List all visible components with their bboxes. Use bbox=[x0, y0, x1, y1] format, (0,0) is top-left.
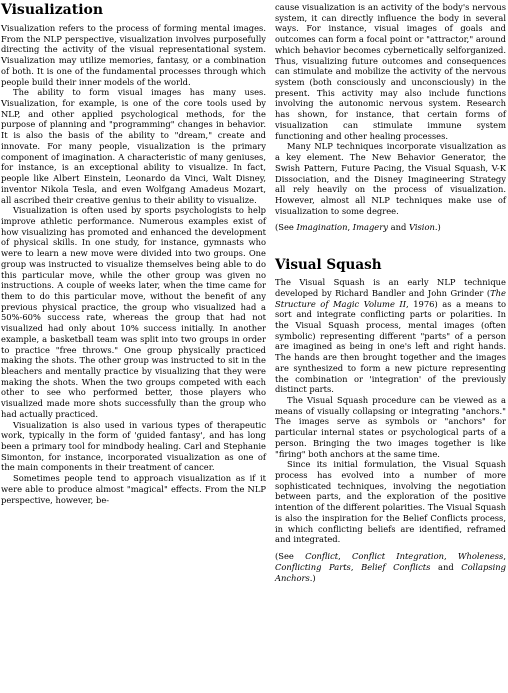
see-also-reference: (See Conflict, Conflict Integration, Wholeness, Conflicting Parts, Belief Conflicts and Collapsing Anchors.) bbox=[275, 551, 506, 583]
entry-title-visual-squash: Visual Squash bbox=[275, 257, 382, 274]
see-label: (See bbox=[275, 222, 297, 233]
left-column bbox=[1, 2, 266, 505]
see-term: Imagery bbox=[352, 222, 388, 233]
see-term: Conflict Integration bbox=[352, 551, 444, 562]
see-term: Vision bbox=[408, 222, 435, 233]
right-column bbox=[275, 2, 506, 583]
paragraph-text: , 1976) as a means to sort and integrate conflicting parts or polarities. In the Visual Squash process, mental images (often symbolic) representing different "parts" of a person are imagined as being in one's left and right hands. The hands are then brought together and the images are synthesized to form a new picture representing the combination or 'integration' of the previously distinct parts. bbox=[275, 298, 506, 395]
paragraph bbox=[275, 277, 506, 395]
see-and: and bbox=[437, 561, 454, 572]
paragraph: cause visualization is an activity of the body's nervous system, it can directly influence the body in several ways. For instance, visual images of goals and outcomes can form a focal point or "attractor," around which behavior becomes cybernetically selforganized. Thus, visualizing future outcomes and consequences can stimulate and mobilize the activity of the nervous system (both consciously and unconsciously) in the present. This activity may also include functions involving the autonomic nervous system. Research has shown, for instance, that certain forms of visualization can stimulate immune system functioning and other healing processes. bbox=[275, 2, 506, 141]
see-term: Conflicting Parts bbox=[275, 561, 351, 572]
see-label: (See bbox=[275, 551, 306, 562]
see-and: and bbox=[390, 222, 407, 233]
see-end: .) bbox=[434, 222, 441, 233]
see-term: Conflict bbox=[305, 551, 339, 562]
paragraph: Since its initial formulation, the Visual Squash process has evolved into a number of more sophisticated techniques, involving the negotiation between parts, and the exploration of the positive intention of the different polarities. The Visual Squash is also the inspiration for the Belief Conflicts process, in which conflicting beliefs are identified, reframed and integrated. bbox=[275, 459, 506, 545]
paragraph: The ability to form visual images has many uses. Visualization, for example, is one of the core tools used by NLP, and other applied psychological methods, for the purpose of planning and "programming" changes in behavior. It is also the basis of the ability to "dream," create and innovate. For many people, visualization is the primary component of imagination. A characteristic of many geniuses, for instance, is an exceptional ability to visualize. In fact, people like Albert Einstein, Leonardo da Vinci, Walt Disney, inventor Nikola Tesla, and even Wolfgang Amadeus Mozart, all ascribed their creative genius to their ability to visualize. bbox=[1, 87, 266, 205]
see-end: .) bbox=[309, 572, 316, 583]
paragraph: Visualization is often used by sports psychologists to help improve athletic performance. Numerous examples exist of how visualizing has promoted and enhanced the development of physical skills. In one study, for instance, gymnasts who were to learn a new move were divided into two groups. One group was instructed to visualize themselves being able to do this particular move, while the other group was given no instructions. A couple of weeks later, when the time came for them to do this particular move, without the benefit of any previous physical practice, the group who visualized had a 50%-60% success rate, whereas the group that had not visualized had only about 10% success initially. In another example, a basketball team was split into two groups in order to practice "free throws." One group physically practiced making the shots. The other group was instructed to sit in the bleachers and mentally practice by visualizing that they were making the shots. When the two groups competed with each other to see who performed better, those players who visualized made more shots successfully than the group who had actually practiced. bbox=[1, 205, 266, 419]
see-also-reference: (See Imagination, Imagery and Vision.) bbox=[275, 222, 441, 233]
see-term: Belief Conflicts bbox=[361, 561, 431, 572]
paragraph-text: The Visual Squash is an early NLP technique developed by Richard Bandler and John Grinder ( bbox=[275, 277, 506, 298]
paragraph: Visualization is also used in various types of therapeutic work, typically in the form of 'guided fantasy', and has long been a primary tool for mindbody healing. Carl and Stephanie Simonton, for instance, incorporated visualization as one of the main components in their treatment of cancer. bbox=[1, 419, 266, 473]
paragraph: Visualization refers to the process of forming mental images. From the NLP perspective, visualization involves purposefully directing the activity of the visual representational system. Visualization may utilize memories, fantasy, or a combination of both. It is one of the fundamental processes through which people build their inner models of the world. bbox=[1, 23, 266, 87]
paragraph: Sometimes people tend to approach visualization as if it were able to produce almost "magical" effects. From the NLP perspective, however, be- bbox=[1, 473, 266, 505]
paragraph: The Visual Squash procedure can be viewed as a means of visually collapsing or integrating "anchors." The images serve as symbols or "anchors" for particular internal states or psychological parts of a person. Bringing the two images together is like "firing" both anchors at the same time. bbox=[275, 395, 506, 459]
paragraph: Many NLP techniques incorporate visualization as a key element. The New Behavior Generator, the Swish Pattern, Future Pacing, the Visual Squash, V-K Dissociation, and the Disney Imagineering Strategy all rely heavily on the process of visualization. However, almost all NLP techniques make use of visualization to some degree. bbox=[275, 141, 506, 216]
see-term: Wholeness bbox=[457, 551, 504, 562]
entry-title-visualization: Visualization bbox=[1, 2, 104, 18]
see-term: Imagination bbox=[296, 222, 348, 233]
see-term: Collapsing Anchors bbox=[275, 561, 506, 583]
book-title: The Structure of Magic Volume II bbox=[275, 287, 506, 309]
